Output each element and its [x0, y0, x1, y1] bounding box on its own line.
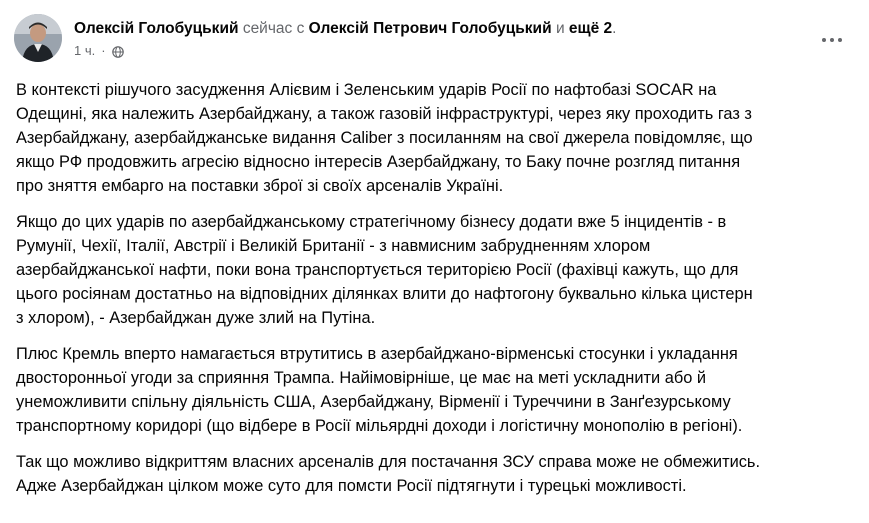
more-options-icon[interactable]	[815, 30, 849, 50]
author-name[interactable]: Олексій Голобуцький	[74, 20, 239, 37]
tagged-person[interactable]: Олексій Петрович Голобуцький	[308, 20, 552, 37]
with-word: с	[296, 20, 305, 37]
post-paragraph-3: Плюс Кремль вперто намагається втрутитись в азербайджано-вірменські стосунки і укладання двосторонньої угоди за сприяння Трампа. Найімовірніше, це має на меті ускладнити або й унеможливити спільну діяльність США, Азербайджану, Вірменії і Туреччини в Занґезурському транспортному коридорі (що відбере в Росії мільярдні доходи і логістичну монополію в регіоні).	[16, 345, 743, 435]
post-meta	[74, 19, 795, 60]
tagged-others-link[interactable]: ещё 2	[568, 20, 613, 37]
post-header	[14, 14, 855, 64]
time-ago: сейчас	[242, 20, 293, 37]
post-subline	[74, 42, 795, 60]
trailing-period: .	[612, 20, 617, 37]
avatar[interactable]	[14, 14, 62, 62]
separator-dot: ·	[101, 43, 106, 58]
and-word: и	[555, 20, 565, 37]
author-line	[74, 19, 795, 39]
post-paragraph-4: Так що можливо відкриттям власних арсеналів для постачання ЗСУ справа може не обмежитись. Адже Азербайджан цілком може суто для помсти Росії підтягнути і турецькі можливості.	[16, 453, 761, 495]
post-paragraph-2: Якщо до цих ударів по азербайджанському стратегічному бізнесу додати вже 5 інцидентів - в Румунії, Чехії, Італії, Австрії і Великій Британії - з навмисним забрудненням хлором азербайджанської нафти, поки вона транспортується територією Росії (фахівці кажуть, що для цього росіянам достатньо на відповідних ділянках влити до нафтогону буквально кілька цистерн з хлором), - Азербайджан дуже злий на Путіна.	[16, 213, 753, 327]
globe-icon[interactable]	[112, 45, 124, 57]
post-paragraph-1: В контексті рішучого засудження Алієвим і Зеленським ударів Росії по нафтобазі SOCAR на Одещині, яка належить Азербайджану, а також газовій інфраструктурі, через яку проходить газ з Азербайджану, азербайджанське видання Caliber з посиланням на свої джерела повідомляє, що якщо РФ продовжить агресію відносно інтересів Азербайджану, то Баку почне розгляд питання про зняття ембарго на поставки зброї зі своїх арсеналів Україні.	[16, 81, 753, 195]
post-timestamp[interactable]: 1 ч.	[74, 43, 96, 58]
avatar-photo	[14, 14, 62, 62]
post-body	[16, 78, 856, 510]
